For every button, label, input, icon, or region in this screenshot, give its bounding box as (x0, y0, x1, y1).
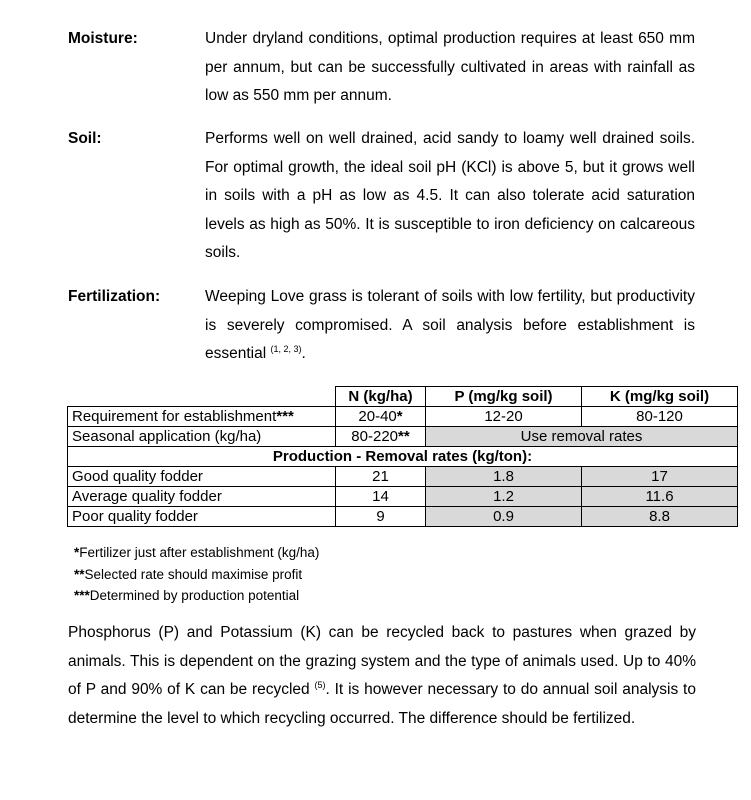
row-k: 11.6 (582, 487, 738, 507)
table-row-establishment (68, 407, 738, 427)
establishment-k: 80-120 (582, 407, 738, 427)
establishment-mark: *** (276, 408, 294, 425)
fertilization-reference: (1, 2, 3) (270, 343, 302, 354)
footnote-mark: ** (74, 566, 85, 582)
table-row-removal-heading (68, 447, 738, 467)
establishment-n-value: 20-40 (358, 408, 397, 425)
footnote (74, 585, 319, 607)
fertilizer-table (67, 386, 738, 527)
footnote-mark: *** (74, 588, 90, 603)
row-k: 17 (582, 467, 738, 487)
header-n: N (kg/ha) (336, 387, 426, 407)
row-label: Average quality fodder (68, 487, 336, 507)
fertilization-text (205, 283, 695, 369)
table-row (68, 507, 738, 527)
footnote-text: Determined by production potential (89, 588, 300, 603)
footnote-mark: * (74, 545, 80, 560)
row-n: 9 (336, 507, 426, 527)
paragraph-reference: (5) (314, 679, 326, 690)
fertilization-period: . (301, 345, 306, 362)
fertilization-text-body: Weeping Love grass is tolerant of soils with low fertility, but productivity is severely compromised. A soil analysis before establishment is essential (205, 288, 695, 362)
establishment-p: 12-20 (426, 407, 582, 427)
table-row-seasonal (68, 427, 738, 447)
footnote-text: Selected rate should maximise profit (84, 566, 303, 582)
header-blank (68, 387, 336, 407)
establishment-n-mark: * (396, 408, 403, 425)
table-row (68, 467, 738, 487)
row-p: 0.9 (426, 507, 582, 527)
seasonal-n-mark: ** (398, 428, 410, 445)
footnote (74, 564, 319, 586)
seasonal-n (336, 427, 426, 447)
removal-heading: Production - Removal rates (kg/ton): (68, 447, 738, 467)
soil-term: Soil: (68, 130, 102, 147)
recycling-paragraph (68, 619, 696, 733)
moisture-term: Moisture: (68, 30, 138, 47)
header-k: K (mg/kg soil) (582, 387, 738, 407)
moisture-text: Under dryland conditions, optimal production requires at least 650 mm per annum, but can be successfully cultivated in areas with rainfall as low as 550 mm per annum. (205, 30, 695, 104)
paragraph-text-2: . It is however necessary to do annual soil analysis to determine the level to which recycling occurred. The difference should be fertilized. (68, 681, 696, 727)
header-p: P (mg/kg soil) (426, 387, 582, 407)
table-footnotes (74, 542, 319, 607)
row-n: 21 (336, 467, 426, 487)
row-label: Poor quality fodder (68, 507, 336, 527)
fertilization-term: Fertilization: (68, 288, 161, 305)
paragraph-text-1: Phosphorus (P) and Potassium (K) can be recycled back to pastures when grazed by animals. This is dependent on the grazing system and the type of animals used. Up to 40% of P and 90% of K can be recycled (68, 624, 696, 698)
row-k: 8.8 (582, 507, 738, 527)
seasonal-label: Seasonal application (kg/ha) (68, 427, 336, 447)
row-n: 14 (336, 487, 426, 507)
footnote-text: Fertilizer just after establishment (kg/ha) (79, 545, 320, 560)
soil-text: Performs well on well drained, acid sandy to loamy well drained soils. For optimal growth, the ideal soil pH (KCl) is above 5, but it grows well in soils with a pH as low as 4.5. It can also tolerate acid saturation levels as high as 50%. It is susceptible to iron deficiency on calcareous soils. (205, 130, 695, 261)
establishment-n (336, 407, 426, 427)
table-row (68, 487, 738, 507)
seasonal-n-value: 80-220 (351, 428, 399, 445)
footnote (74, 542, 319, 564)
seasonal-pk: Use removal rates (426, 427, 738, 447)
row-p: 1.2 (426, 487, 582, 507)
row-p: 1.8 (426, 467, 582, 487)
establishment-label-text: Requirement for establishment (72, 408, 277, 425)
row-label: Good quality fodder (68, 467, 336, 487)
table-header-row (68, 387, 738, 407)
establishment-label (68, 407, 336, 427)
